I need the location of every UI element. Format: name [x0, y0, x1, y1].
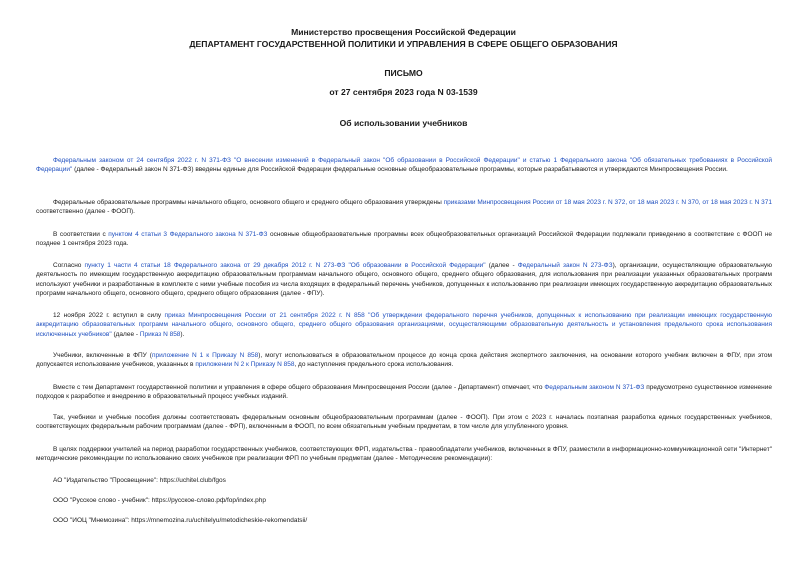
paragraph-5-text-end: ). [180, 330, 185, 338]
paragraph-7 [36, 383, 772, 402]
link-order-858-short[interactable]: Приказ N 858 [139, 330, 181, 338]
link-orders-fop[interactable]: приказами Минпросвещения России от 18 мая 2023 г. N 372, от 18 мая 2023 г. N 370, от 18 мая 2023 г. N 371 [443, 199, 772, 206]
publisher-russkoe-slovo: ООО "Русское слово - учебник": https://русское-слово.рф/fop/index.php [53, 497, 267, 504]
paragraph-3-text-end: основные общеобразовательные программы всех общеобразовательных организаций Российской Федерации подлежали приведению в соответствие с ФООП не позднее 1 сентября 2023 года. [36, 231, 773, 248]
paragraph-3-text: В соответствии с [53, 231, 109, 238]
paragraph-6-text-mid: ), могут использоваться в образовательном процессе до конца срока действия экспертного заключения, на основании которого учебник включен в ФПУ, при этом допускается использование учебников, указанных в [36, 352, 772, 369]
paragraph-4-text-mid: (далее - [485, 262, 518, 269]
paragraph-5-text: 12 ноября 2022 г. вступил в силу [53, 312, 165, 319]
paragraph-7-text-end: предусмотрено существенное изменение подходов к разработке и внедрению в образовательный процесс учебных изданий. [36, 384, 772, 401]
document-type: ПИСЬМО [384, 68, 423, 78]
paragraph-2 [36, 198, 772, 217]
link-order-858[interactable]: приказ Минпросвещения России от 21 сентября 2022 г. N 858 "Об утверждении федерального перечня учебников, допущенных к использованию при реализации имеющих государственную аккредитацию образовательных программ начального общего, основного общего, среднего общего образования организациями, осуществляющими образовательную деятельность и установления предельного срока использования исключенных учебников" [36, 312, 772, 338]
paragraph-6-text-end: , до наступления предельного срока использования. [294, 361, 454, 369]
link-law-371-article-3[interactable]: пунктом 4 статьи 3 Федерального закона N 371-ФЗ [108, 231, 268, 238]
paragraph-4-text-end: ), организации, осуществляющие образовательную деятельность по имеющим государственную аккредитацию образовательным программам начального общего, основного общего, среднего общего образования, для использования при реализации указанных образовательных программ используют учебники и разработанные в комплекте с ними учебные пособия из числа входящих в федеральный перечень учебников, допущенных к использованию при реализации имеющих государственную аккредитацию образовательных программ начального общего, основного общего, среднего общего образования (далее - ФПУ). [36, 262, 772, 298]
link-law-273-article-18[interactable]: пункту 1 части 4 статьи 18 Федерального закона от 29 декабря 2012 г. N 273-ФЗ "Об образовании в Российской Федерации" [84, 262, 486, 269]
link-order-858-appendix-2[interactable]: приложении N 2 к Приказу N 858 [195, 361, 295, 369]
document-date-number: от 27 сентября 2023 года N 03-1539 [329, 87, 478, 97]
department-title: ДЕПАРТАМЕНТ ГОСУДАРСТВЕННОЙ ПОЛИТИКИ И УПРАВЛЕНИЯ В СФЕРЕ ОБЩЕГО ОБРАЗОВАНИЯ [189, 39, 618, 49]
paragraph-8: Так, учебники и учебные пособия должны соответствовать федеральным основным общеобразовательным программам (далее - ФООП). При этом с 2023 г. началась поэтапная разработка единых государственных учебников, соответствующих федеральным рабочим программам (далее - ФРП), включенным в ФООП, по всем обязательным учебным предметам, в том числе для углубленного уровня. [36, 414, 772, 431]
publisher-mnemozina: ООО "ИОЦ "Мнемозина": https://mnemozina.ru/uchitelyu/metodicheskie-rekomendatsii/ [53, 517, 308, 524]
paragraph-2-text: Федеральные образовательные программы начального общего, основного общего и среднего общего образования утверждены [53, 199, 444, 206]
paragraph-7-text: Вместе с тем Департамент государственной политики и управления в сфере общего образования Минпросвещения России (далее - Департамент) отмечает, что [53, 384, 545, 391]
ministry-title: Министерство просвещения Российской Федерации [291, 27, 516, 37]
paragraph-4-text: Согласно [53, 262, 85, 269]
paragraph-4 [36, 261, 772, 299]
paragraph-5-text-mid: (далее - [111, 330, 140, 338]
paragraph-6-text: Учебники, включенные в ФПУ ( [53, 352, 152, 359]
link-law-371[interactable]: Федеральным законом от 24 сентября 2022 г. N 371-ФЗ "О внесении изменений в Федеральный закон "Об образовании в Российской Федерации" и статью 1 Федерального закона "Об обязательных требованиях в Российской Федерации" [36, 157, 772, 174]
paragraph-6 [36, 351, 772, 370]
paragraph-1-text: (далее - Федеральный закон N 371-ФЗ) введены единые для Российской Федерации федеральные основные общеобразовательные программы, которые разрабатываются и утверждаются Минпросвещения России. [72, 166, 728, 174]
link-order-858-appendix-1[interactable]: приложение N 1 к Приказу N 858 [151, 352, 259, 359]
publisher-prosveshchenie: АО "Издательство "Просвещение": https://uchitel.club/fgos [53, 477, 226, 484]
link-law-273[interactable]: Федеральный закон N 273-ФЗ [517, 262, 613, 269]
paragraph-1 [36, 156, 772, 175]
paragraph-3 [36, 230, 772, 249]
document-subject: Об использовании учебников [339, 118, 468, 128]
paragraph-9: В целях поддержки учителей на период разработки государственных учебников, соответствующих ФРП, издательства - правообладатели учебников, включенных в ФПУ, разместили в информационно-коммуникационной сети "Интернет" методические рекомендации по использованию своих учебников при реализации ФРП по учебным предметам (далее - Методические рекомендации): [36, 446, 772, 463]
link-law-371-short[interactable]: Федеральным законом N 371-ФЗ [544, 384, 645, 391]
paragraph-5 [36, 311, 772, 339]
paragraph-2-text-end: соответственно (далее - ФООП). [36, 208, 135, 216]
